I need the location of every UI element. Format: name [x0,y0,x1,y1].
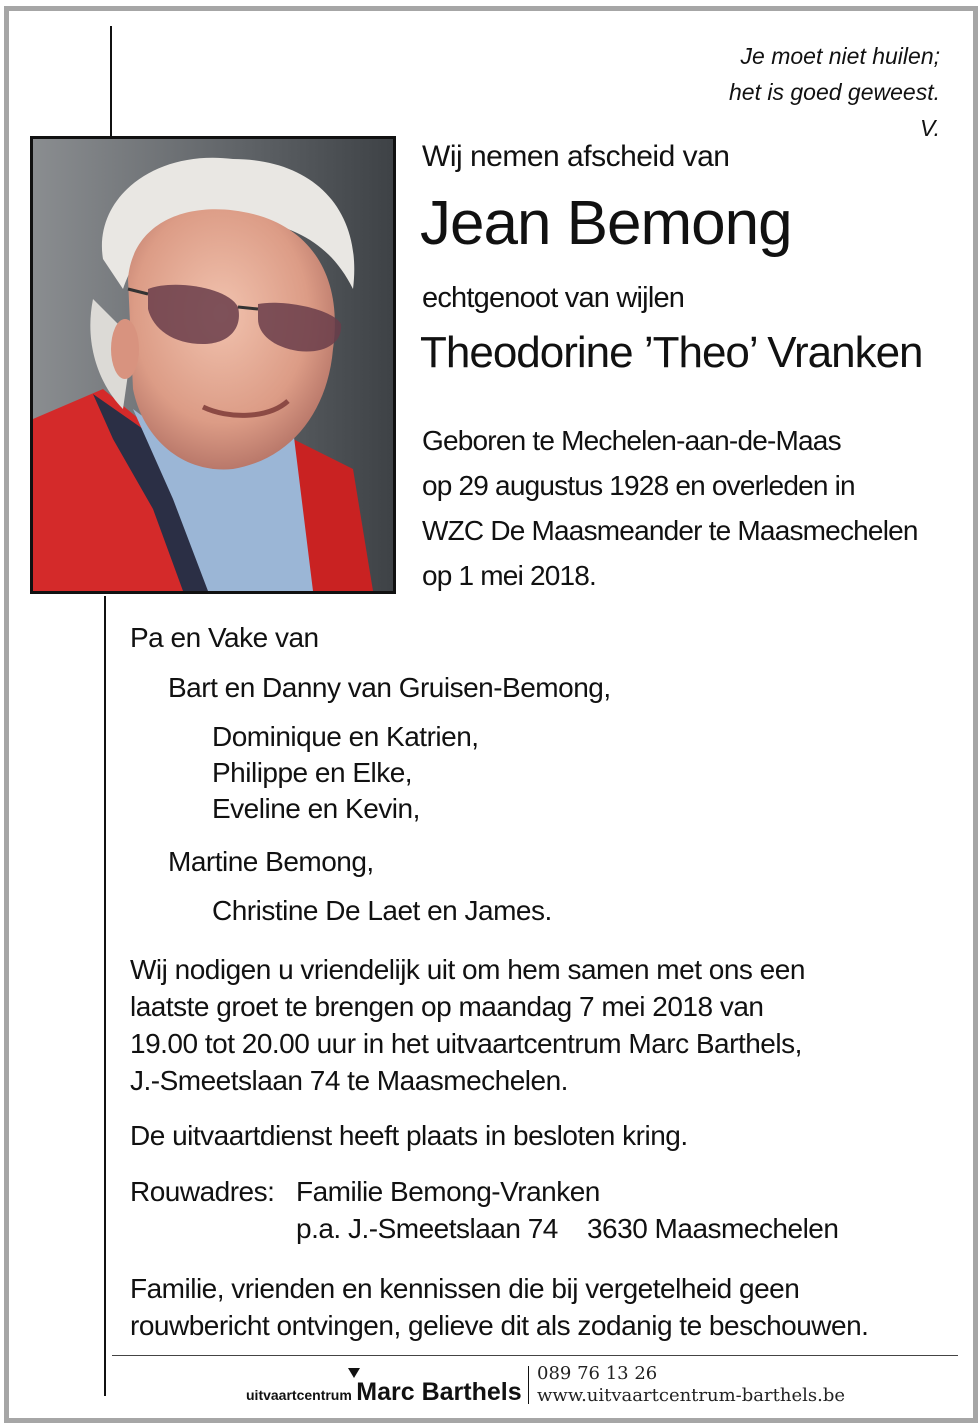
invitation-line: J.-Smeetslaan 74 te Maasmechelen. [130,1065,568,1096]
footer-phone: 089 76 13 26 [537,1363,658,1384]
spouse-name: Theodorine ’Theo’ Vranken [420,328,923,377]
birth-line: WZC De Maasmeander te Maasmechelen [422,515,918,546]
footer-divider [112,1355,958,1356]
invitation-line: laatste groet te brengen op maandag 7 mei 2018 van [130,991,764,1022]
footer-website[interactable]: www.uitvaartcentrum-barthels.be [537,1385,845,1406]
footer-separator [528,1366,529,1404]
triangle-marker-icon [348,1368,360,1378]
decorative-vertical-line-bottom [104,596,106,1396]
family-child: Philippe en Elke, [212,757,413,788]
epitaph-quote [729,38,940,146]
family-child: Dominique en Katrien, [212,721,479,752]
birth-line: op 1 mei 2018. [422,560,597,591]
footer-contact [537,1363,845,1407]
invitation-paragraph [130,951,805,1099]
birth-death-details [422,418,918,598]
rouwadres-label: Rouwadres: [130,1176,275,1207]
notice-line: Familie, vrienden en kennissen die bij vergetelheid geen [130,1273,800,1304]
quote-line-2: het is goed geweest. [729,79,940,105]
intro-text: Wij nemen afscheid van [422,140,730,173]
rouwadres-line-2: p.a. J.-Smeetslaan 74 3630 Maasmechelen [296,1213,839,1244]
family-parents: Martine Bemong, [168,846,374,877]
family-child: Eveline en Kevin, [212,793,420,824]
rouwadres-line-1: Familie Bemong-Vranken [296,1176,600,1207]
decorative-vertical-line-top [110,26,112,136]
funeral-home-brand [246,1378,522,1407]
quote-line-1: Je moet niet huilen; [740,43,940,69]
deceased-name: Jean Bemong [420,189,792,258]
service-notice: De uitvaartdienst heeft plaats in besloten kring. [130,1120,688,1151]
birth-line: op 29 augustus 1928 en overleden in [422,470,855,501]
brand-prefix: uitvaartcentrum [246,1387,352,1403]
birth-line: Geboren te Mechelen-aan-de-Maas [422,425,841,456]
family-child: Christine De Laet en James. [212,895,552,926]
invitation-line: Wij nodigen u vriendelijk uit om hem samen met ons een [130,954,805,985]
family-heading: Pa en Vake van [130,622,319,653]
portrait-photo [30,136,396,594]
quote-signature: V. [919,115,940,141]
family-parents: Bart en Danny van Gruisen-Bemong, [168,672,611,703]
final-notice [130,1270,868,1344]
brand-name: Marc Barthels [356,1378,522,1406]
notice-line: rouwbericht ontvingen, gelieve dit als zodanig te beschouwen. [130,1310,869,1341]
portrait-photo-icon [33,139,393,591]
spouse-label: echtgenoot van wijlen [422,282,685,314]
invitation-line: 19.00 tot 20.00 uur in het uitvaartcentrum Marc Barthels, [130,1028,802,1059]
